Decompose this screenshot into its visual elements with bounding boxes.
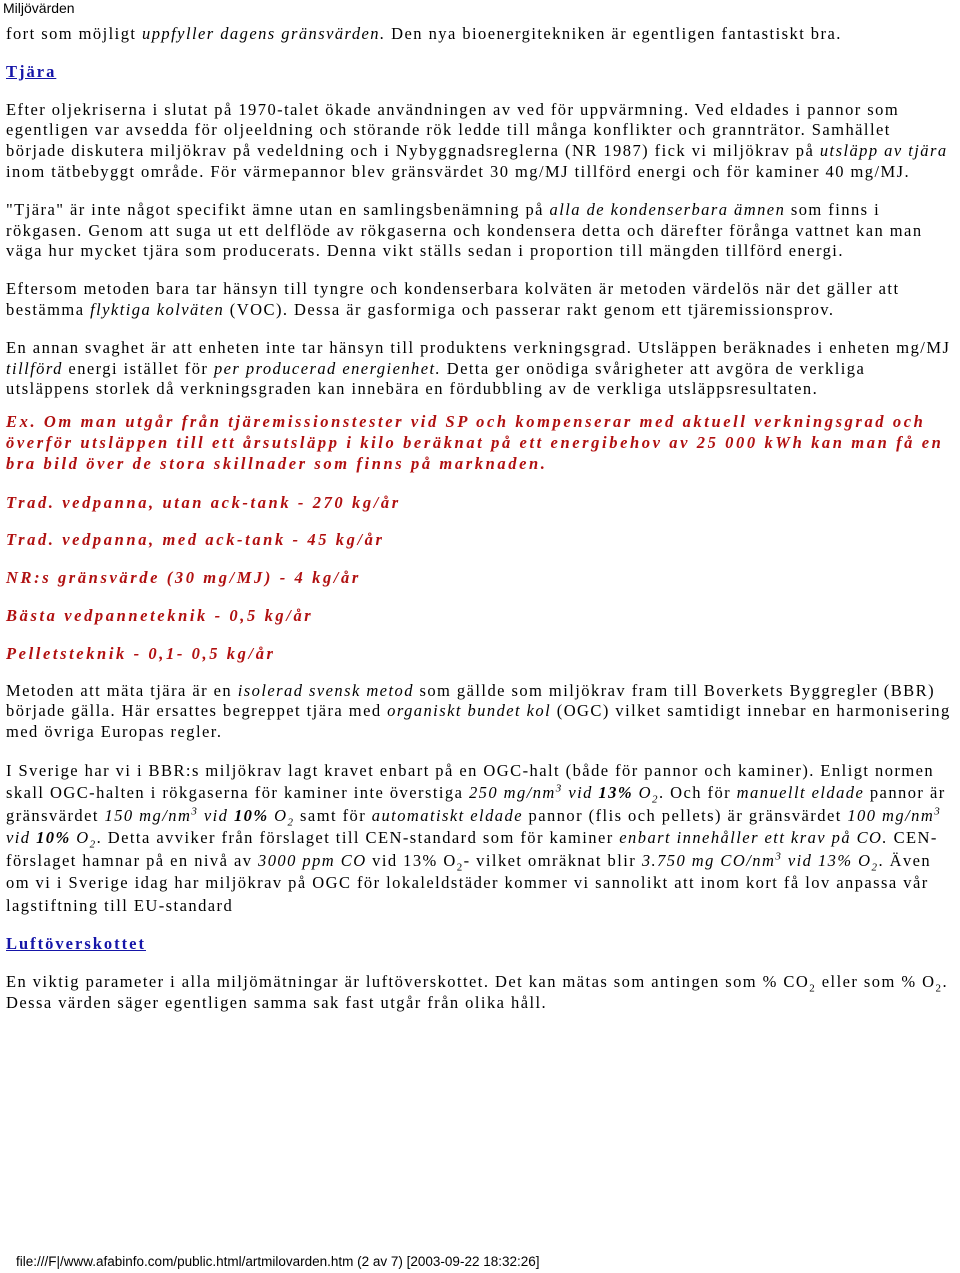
- text: Detta ger onödiga svårigheter att avgöra de verkliga utsläppens storlek då verkningsgraden kan innebära en fördubbling av de verkliga utsläppsresultaten.: [6, 358, 866, 399]
- italic-text: vid: [562, 783, 599, 803]
- italic-text: utsläpp av tjära: [819, 141, 948, 161]
- example-line: Trad. vedpanna, med ack-tank - 45 kg/år: [6, 530, 385, 550]
- subscript: 2: [287, 816, 295, 829]
- footer-url: file:///F|/www.afabinfo.com/public.html/artmilovarden.htm (2 av 7) [2003-09-22 18:32:26]: [16, 1254, 540, 1269]
- example-line: Trad. vedpanna, utan ack-tank - 270 kg/år: [6, 492, 401, 512]
- text: samt för: [294, 805, 372, 825]
- superscript: 3: [775, 850, 783, 863]
- tjara-heading-wrap: [6, 62, 952, 83]
- italic-text: 250 mg/nm: [468, 783, 556, 803]
- italic-text: O: [633, 783, 652, 803]
- luft-heading-link[interactable]: Luftöverskottet: [6, 934, 146, 954]
- tjara-paragraph-4: [6, 338, 952, 400]
- italic-text: 3000 ppm CO: [258, 850, 367, 870]
- italic-text: tillförd: [6, 358, 63, 378]
- intro-text: fort som möjligt: [6, 24, 143, 43]
- example-paragraph: Ex. Om man utgår från tjäremissionstester vid SP och kompenserar med aktuell verkningsgrad och överför utsläppen till ett årsutsläpp i kilo beräknat på ett energibehov av 25 000 kWh kan man få en bra bild över de stora skillnader som finns på marknaden.: [6, 412, 944, 473]
- subscript: 2: [935, 982, 943, 995]
- ogc-paragraph: [6, 760, 952, 918]
- italic-text: isolerad svensk metod: [237, 680, 414, 700]
- document-title: Miljövärden: [3, 0, 75, 16]
- text: som gällde som miljökrav fram till Boverkets Byggregler (BBR) började gälla. Här ersattes begreppet tjära med: [6, 680, 936, 721]
- text: Metoden att mäta tjära är en: [6, 680, 238, 700]
- superscript: 3: [191, 805, 199, 818]
- italic-text: 100 mg/nm: [847, 805, 935, 825]
- text: "Tjära" är inte något specifikt ämne utan en samlingsbenämning på: [6, 199, 550, 219]
- italic-text: alla de kondenserbara ämnen: [549, 199, 786, 219]
- intro-text-end: Den nya bioenergitekniken är egentligen fantastiskt bra.: [385, 24, 842, 43]
- text: som finns i rökgasen. Genom att suga ut ett delflöde av rökgaserna och kondensera detta och därefter förånga vattnet kan man väga hur mycket tjära som producerats. Denna vikt ställs sedan i proportion till mängden tillförd energi.: [6, 199, 923, 261]
- italic-text: vid 13% O: [782, 850, 872, 870]
- italic-text: O: [70, 828, 90, 848]
- subscript: 2: [651, 793, 659, 806]
- italic-text: vid: [6, 828, 37, 848]
- document-body: [6, 24, 952, 1031]
- text: eller som % O: [816, 972, 936, 992]
- superscript: 3: [555, 782, 563, 795]
- tjara-heading-link[interactable]: Tjära: [6, 61, 57, 81]
- italic-text: 3.750 mg CO/nm: [641, 850, 776, 870]
- text: Efter oljekriserna i slutat på 1970-talet ökade användningen av ved för uppvärmning. Ved eldades i pannor som egentligen var avsedda för oljeeldning och störande rök ledde till många konflikter och grannträtor. Samhället började diskutera miljökrav på vedeldning och i Nybyggnadsreglerna (NR 1987) fick vi miljökrav på: [6, 99, 900, 161]
- subscript: 2: [871, 861, 879, 874]
- text: . Detta avviker från förslaget till CEN-standard som för kaminer: [96, 828, 620, 848]
- bold-italic-text: 10%: [36, 828, 71, 848]
- text: vid 13% O: [366, 850, 457, 870]
- tjara-paragraph-3: [6, 279, 952, 321]
- intro-paragraph: [6, 24, 952, 45]
- text: En annan svaghet är att enheten inte tar hänsyn till produktens verkningsgrad. Utsläppen beräknades i enheten mg/MJ: [6, 337, 951, 357]
- subscript: 2: [89, 838, 97, 851]
- italic-text: vid: [198, 805, 234, 825]
- text: energi istället för: [62, 358, 214, 378]
- luft-heading-wrap: [6, 934, 952, 955]
- subscript: 2: [809, 982, 817, 995]
- text: I Sverige har vi i BBR:s miljökrav lagt kravet enbart på en OGC-halt (både för pannor och kaminer). Enligt normen skall OGC-halten i rökgaserna för kaminer inte överstiga: [6, 760, 935, 803]
- text: . Även om vi i Sverige idag har miljökrav på OGC för lokaleldstäder kommer vi sannolikt att inom kort få lov anpassa vår lagstiftning till EU-standard: [6, 850, 932, 915]
- text: Eftersom metoden bara tar hänsyn till tyngre och kondenserbara kolväten är metoden värdelös när det gäller att bestämma: [6, 279, 900, 319]
- italic-text: manuellt eldade: [736, 783, 865, 803]
- superscript: 3: [934, 805, 942, 818]
- intro-italic: uppfyller dagens gränsvärden.: [142, 24, 386, 43]
- text: (OGC) vilket samtidigt innebar en harmonisering med övriga Europas regler.: [6, 701, 951, 742]
- text: CEN-förslaget hamnar på en nivå av: [6, 828, 938, 870]
- text: inom tätbebyggt område. För värmepannor blev gränsvärdet 30 mg/MJ tillförd energi och för kaminer 40 mg/MJ.: [6, 161, 911, 181]
- italic-text: per producerad energienhet.: [213, 358, 442, 378]
- text: (VOC). Dessa är gasformiga och passerar rakt genom ett tjäremissionsprov.: [224, 299, 835, 319]
- italic-text: 150 mg/nm: [104, 805, 192, 825]
- bold-italic-text: 13%: [598, 783, 634, 803]
- tjara-paragraph-2: [6, 200, 952, 262]
- italic-text: automatiskt eldade: [371, 805, 523, 825]
- italic-text: enbart innehåller ett krav på CO.: [619, 828, 888, 848]
- tjara-paragraph-1: [6, 100, 952, 183]
- text: En viktig parameter i alla miljömätningar är luftöverskottet. Det kan mätas som antingen som % CO: [6, 972, 810, 992]
- text: pannor (flis och pellets) är gränsvärdet: [522, 805, 848, 825]
- example-line: Bästa vedpanneteknik - 0,5 kg/år: [6, 605, 314, 625]
- italic-text: flyktiga kolväten: [90, 299, 225, 319]
- luft-paragraph: [6, 972, 952, 1014]
- text: pannor är gränsvärdet: [6, 783, 946, 825]
- text: . Och för: [658, 783, 737, 803]
- example-line: Pelletsteknik - 0,1- 0,5 kg/år: [6, 643, 276, 663]
- text: - vilket omräknat blir: [463, 850, 642, 870]
- tjara-paragraph-5: [6, 681, 952, 743]
- example-line: NR:s gränsvärde (30 mg/MJ) - 4 kg/år: [6, 568, 361, 588]
- subscript: 2: [456, 861, 464, 874]
- italic-text: organiskt bundet kol: [387, 701, 552, 721]
- bold-italic-text: 10%: [233, 805, 269, 825]
- italic-text: O: [268, 805, 288, 825]
- text: . Dessa värden säger egentligen samma sak fast utgår från olika håll.: [6, 972, 949, 1013]
